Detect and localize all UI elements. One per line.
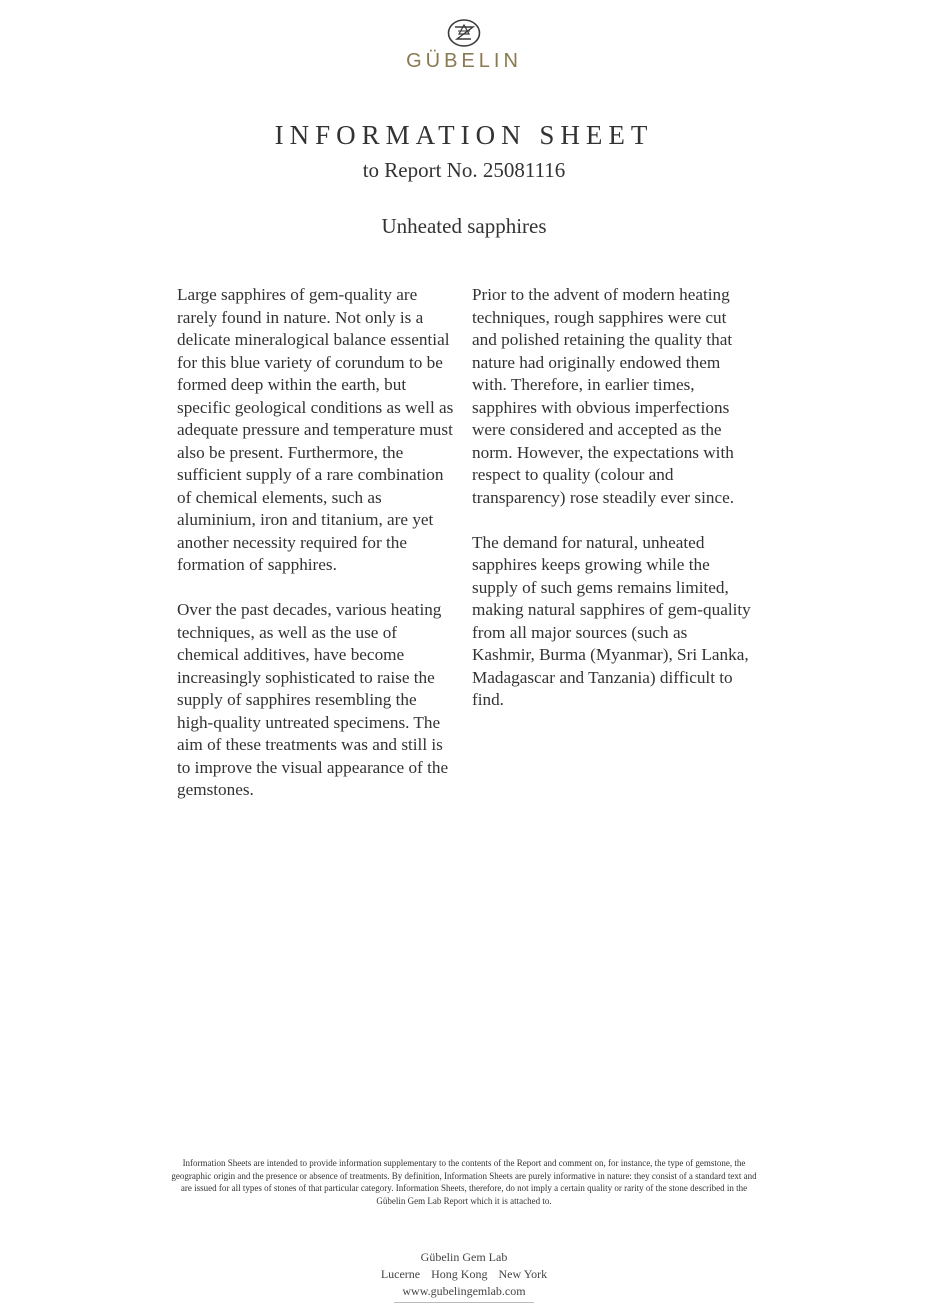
footer [0,1249,928,1303]
gubelin-emblem-icon [447,18,481,48]
disclaimer-text: Information Sheets are intended to provide information supplementary to the contents of the Report and comment on, for instance, the type of gemstone, the geographic origin and the presence or absence of treatments. By definition, Information Sheets are purely informative in nature: they consist of a standard text and are issued for all types of stones of that particular category. Information Sheets, therefore, do not imply a certain quality or rarity of the stone described in the Gübelin Gem Lab Report which it is attached to. [171,1158,757,1206]
left-column [177,284,457,824]
city-name: Lucerne [380,1267,421,1281]
page-title: INFORMATION SHEET [274,120,654,150]
paragraph: Over the past decades, various heating techniques, as well as the use of chemical additives, have become increasingly sophisticated to raise the supply of sapphires resembling the high-quality untreated specimens. The aim of these treatments was and still is to improve the visual appearance of the gemstones. [177,600,449,799]
city-name: New York [498,1267,548,1281]
right-column [472,284,754,734]
brand-logo [0,18,928,73]
website-link[interactable]: www.gubelingemlab.com [402,1284,526,1298]
city-list [0,1266,928,1283]
paragraph: Prior to the advent of modern heating techniques, rough sapphires were cut and polished retaining the quality that nature had originally endowed them with. Therefore, in earlier times, sapphires with obvious imperfections were considered and accepted as the norm. However, the expectations with respect to quality (colour and transparency) rose steadily ever since. [472,285,734,507]
paragraph: The demand for natural, unheated sapphires keeps growing while the supply of such gems remains limited, making natural sapphires of gem-quality from all major sources (such as Kashmir, Burma (Myanmar), Sri Lanka, Madagascar and Tanzania) difficult to find. [472,532,751,709]
brand-wordmark: GÜBELIN [406,50,522,72]
city-name: Hong Kong [431,1267,488,1281]
subject-heading: Unheated sapphires [381,214,547,238]
paragraph: Large sapphires of gem-quality are rarely found in nature. Not only is a delicate mineralogical balance essential for this blue variety of corundum to be formed deep within the earth, but specific geological conditions as well as adequate pressure and temperature must also be present. Furthermore, the sufficient supply of a rare combination of chemical elements, such as aluminium, iron and titanium, are yet another necessity required for the formation of sapphires. [177,285,454,574]
divider [394,1302,534,1303]
lab-name: Gübelin Gem Lab [420,1250,508,1264]
report-number: to Report No. 25081116 [362,158,566,182]
